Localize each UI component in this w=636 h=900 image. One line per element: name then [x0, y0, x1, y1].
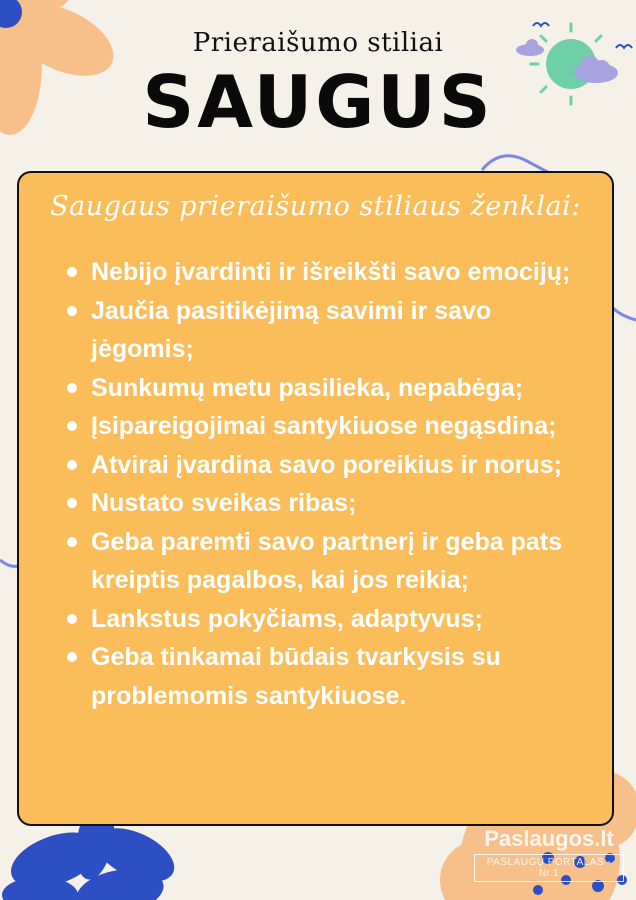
list-item: Geba paremti savo partnerį ir geba pats kreiptis pagalbos, kai jos reikia;	[91, 523, 599, 600]
list-item: Jaučia pasitikėjimą savimi ir savo jėgomis;	[91, 292, 599, 369]
page-subtitle: Prieraišumo stiliai	[192, 28, 444, 58]
list-item: Geba tinkamai būdais tvarkysis su problemomis santykiuose.	[91, 638, 599, 715]
list-item: Lankstus pokyčiams, adaptyvus;	[91, 600, 599, 639]
page-title: SAUGUS	[142, 60, 494, 144]
list-item: Sunkumų metu pasilieka, nepabėga;	[91, 369, 599, 408]
card-heading: Saugaus prieraišumo stiliaus ženklai:	[50, 191, 581, 222]
watermark-tagline: PASLAUGŲ PORTALAS - Nr.1	[474, 854, 624, 882]
squiggle-left-icon	[0, 560, 18, 566]
signs-list	[19, 253, 599, 715]
list-item: Nustato sveikas ribas;	[91, 484, 599, 523]
list-item: Atvirai įvardina savo poreikius ir norus;	[91, 446, 599, 485]
list-item: Nebijo įvardinti ir išreikšti savo emocijų;	[91, 253, 599, 292]
watermark-name: Paslaugos.lt	[484, 826, 614, 851]
signs-card	[17, 171, 614, 826]
watermark	[474, 826, 624, 882]
list-item: Įsipareigojimai santykiuose negąsdina;	[91, 407, 599, 446]
